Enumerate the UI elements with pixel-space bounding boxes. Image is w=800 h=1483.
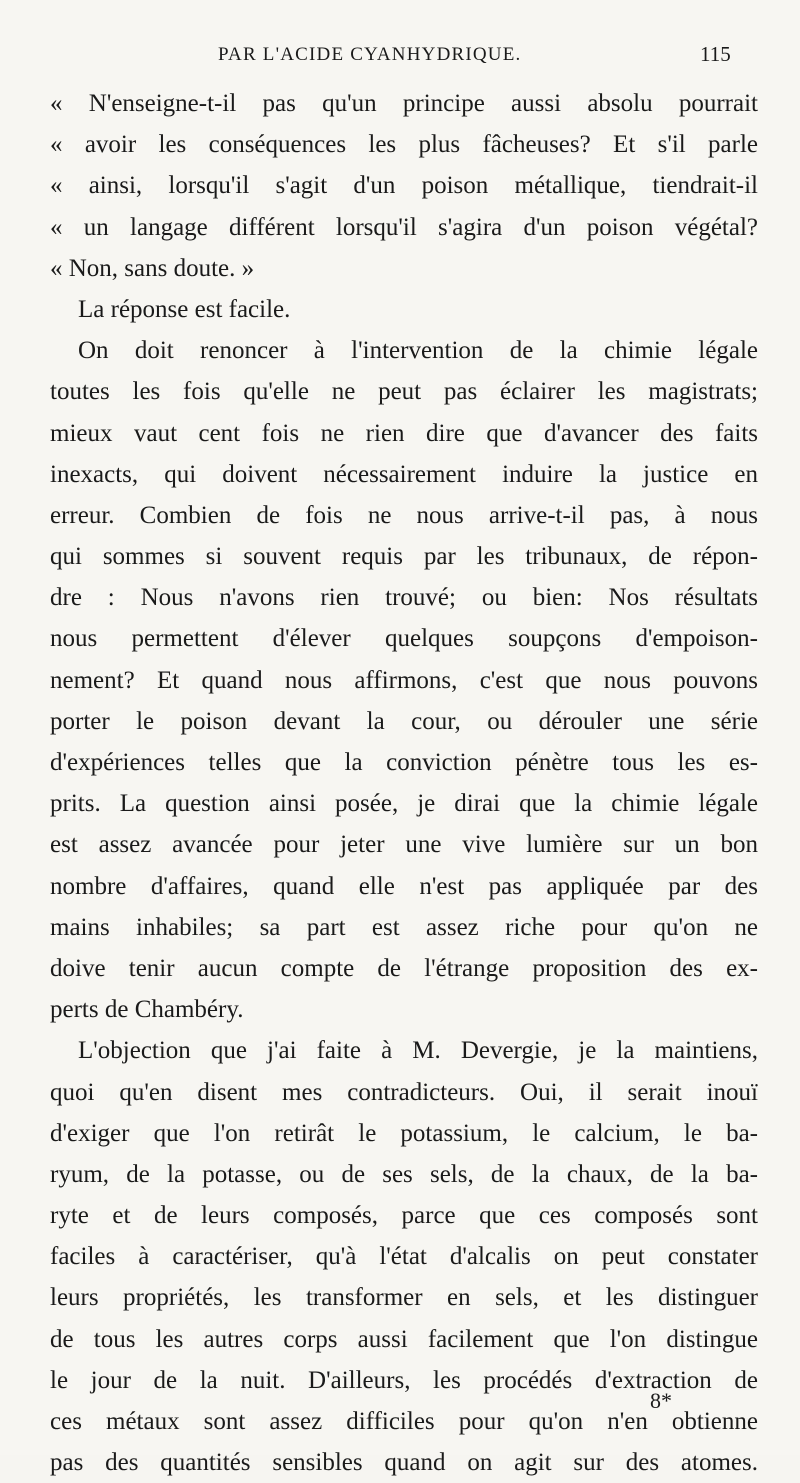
text-line: perts de Chambéry. (50, 996, 244, 1024)
text-line: pas des quantités sensibles quand on agit sur des atomes. (50, 1449, 758, 1477)
text-line: ryum, de la potasse, ou de ses sels, de la chaux, de la ba- (50, 1160, 758, 1188)
text-line: d'expériences telles que la conviction pénètre tous les es- (50, 749, 758, 776)
text-line: ces métaux sont assez difficiles pour qu'on n'en obtienne (50, 1408, 758, 1435)
text-line: « N'enseigne-t-il pas qu'un principe aussi absolu pourrait (50, 90, 758, 117)
text-line: inexacts, qui doivent nécessairement induire la justice en (50, 460, 758, 488)
text-line: mains inhabiles; sa part est assez riche pour qu'on ne (50, 913, 758, 941)
text-line: qui sommes si souvent requis par les tribunaux, de répon- (50, 543, 758, 571)
text-line: nombre d'affaires, quand elle n'est pas appliquée par des (50, 872, 758, 900)
text-line: « ainsi, lorsqu'il s'agit d'un poison métallique, tiendrait-il (50, 172, 758, 200)
text-line: d'exiger que l'on retirât le potassium, le calcium, le ba- (50, 1119, 758, 1147)
text-line: On doit renoncer à l'intervention de la chimie légale (78, 337, 758, 365)
text-line: mieux vaut cent fois ne rien dire que d'avancer des faits (50, 419, 758, 447)
text-line: nous permettent d'élever quelques soupçons d'empoison- (50, 625, 758, 653)
running-head (0, 36, 800, 76)
text-line: quoi qu'en disent mes contradicteurs. Oui, il serait inouï (50, 1078, 758, 1106)
text-line: nement? Et quand nous affirmons, c'est que nous pouvons (50, 666, 758, 694)
text-line: toutes les fois qu'elle ne peut pas éclairer les magistrats; (50, 378, 758, 406)
text-line: porter le poison devant la cour, ou dérouler une série (50, 707, 758, 735)
running-title: PAR L'ACIDE CYANHYDRIQUE. (218, 44, 522, 65)
page-number: 115 (700, 42, 731, 66)
text-line: « avoir les conséquences les plus fâcheuses? Et s'il parle (50, 131, 758, 159)
text-line: dre : Nous n'avons rien trouvé; ou bien: Nos résultats (50, 584, 758, 612)
text-line: leurs propriétés, les transformer en sels, et les distinguer (50, 1284, 758, 1312)
text-line: « un langage différent lorsqu'il s'agira d'un poison végétal? (50, 213, 758, 241)
text-line: prits. La question ainsi posée, je dirai que la chimie légale (50, 790, 758, 818)
text-line: ryte et de leurs composés, parce que ces composés sont (50, 1202, 758, 1230)
text-line: La réponse est facile. (78, 295, 291, 323)
signature-mark: 8* (650, 1388, 672, 1413)
text-line: L'objection que j'ai faite à M. Devergie, je la maintiens, (78, 1037, 758, 1065)
body-text (50, 83, 758, 1483)
text-line: de tous les autres corps aussi facilement que l'on distingue (50, 1325, 758, 1353)
text-line: est assez avancée pour jeter une vive lumière sur un bon (50, 831, 758, 859)
text-line: le jour de la nuit. D'ailleurs, les procédés d'extraction de (50, 1366, 758, 1394)
text-line: « Non, sans doute. » (50, 254, 255, 282)
text-line: doive tenir aucun compte de l'étrange proposition des ex- (50, 954, 758, 982)
text-line: faciles à caractériser, qu'à l'état d'alcalis on peut constater (50, 1243, 758, 1271)
text-line: erreur. Combien de fois ne nous arrive-t-il pas, à nous (50, 501, 758, 529)
